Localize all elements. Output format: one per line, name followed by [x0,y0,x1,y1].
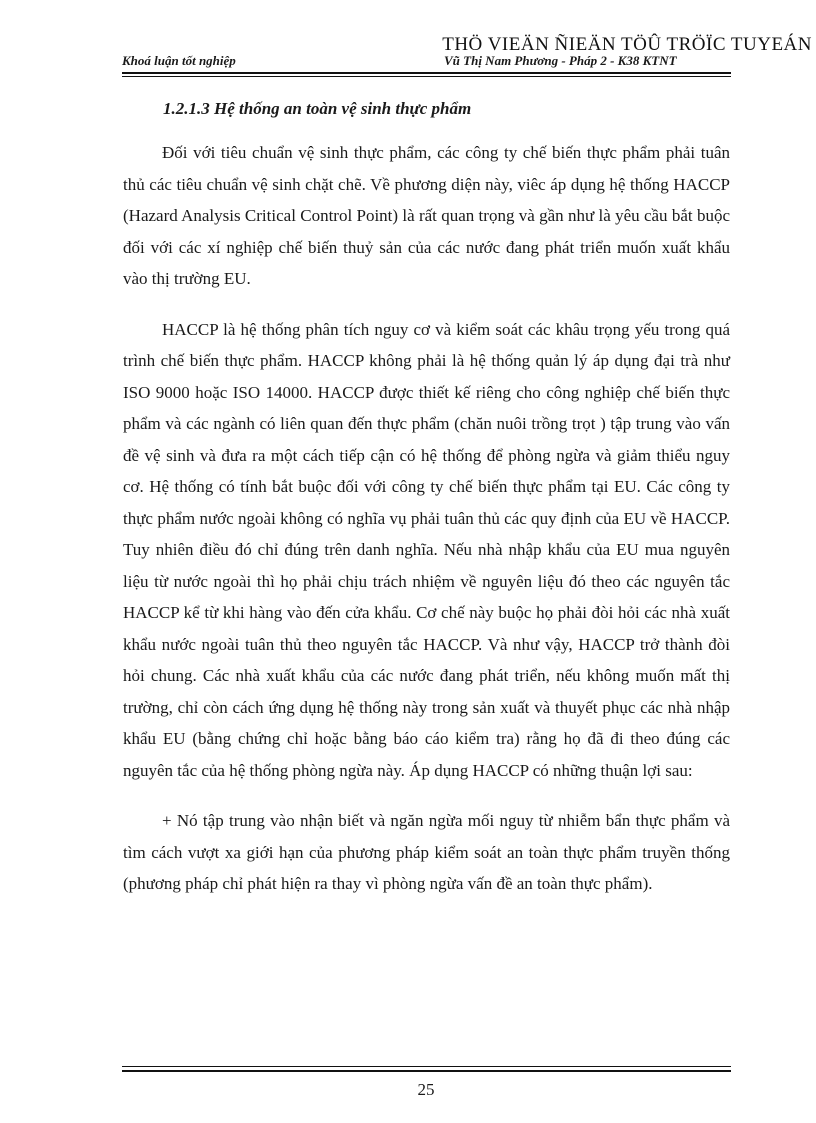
header-document-type: Khoá luận tốt nghiệp [122,53,236,68]
header-rule-thin [122,76,731,77]
section-title: 1.2.1.3 Hệ thống an toàn vệ sinh thực phẩm [163,99,472,118]
paragraph-intro: Đối với tiêu chuẩn vệ sinh thực phẩm, các công ty chế biến thực phẩm phải tuân thủ các tiêu chuẩn vệ sinh chặt chẽ. Về phương diện này, viêc áp dụng hệ thống HACCP (Hazard Analysis Critical Control Point) là rất quan trọng và gần như là yêu cầu bắt buộc đối với các xí nghiệp chế biến thuỷ sản của các nước đang phát triển muốn xuất khẩu vào thị trường EU. [123,143,730,288]
page-number: 25 [417,1080,435,1099]
paragraph-haccp: HACCP là hệ thống phân tích nguy cơ và kiểm soát các khâu trọng yếu trong quá trình chế biến thực phẩm. HACCP không phải là hệ thống quản lý áp dụng đại trà như ISO 9000 hoặc ISO 14000. HACCP được thiết kế riêng cho công nghiệp chế biến thực phẩm và các ngành có liên quan đến thực phẩm (chăn nuôi trồng trọt ) tập trung vào vấn đề vệ sinh và đưa ra một cách tiếp cận có hệ thống để phòng ngừa và giảm thiểu nguy cơ. Hệ thống có tính bắt buộc đối với công ty chế biến thực phẩm tại EU. Các công ty thực phẩm nước ngoài không có nghĩa vụ phải tuân thủ các quy định của EU về HACCP. Tuy nhiên điều đó chỉ đúng trên danh nghĩa. Nếu nhà nhập khẩu của EU mua nguyên liệu từ nước ngoài thì họ phải chịu trách nhiệm về nguyên liệu đó theo các nguyên tắc HACCP kể từ khi hàng vào đến cửa khẩu. Cơ chế này buộc họ phải đòi hỏi các nhà xuất khẩu nước ngoài tuân thủ theo nguyên tắc HACCP. Và như vậy, HACCP trở thành đòi hỏi chung. Các nhà xuất khẩu của các nước đang phát triển, nếu không muốn mất thị trường, chỉ còn cách ứng dụng hệ thống này trong sản xuất và thuyết phục các nhà nhập khẩu EU (bằng chứng chỉ hoặc bằng báo cáo kiểm tra) rằng họ đã đi theo đúng các nguyên tắc của hệ thống phòng ngừa này. Áp dụng HACCP có những thuận lợi sau: [123,319,730,780]
body-text [123,137,730,919]
footer-rule-thick [122,1070,731,1072]
header-author: Vũ Thị Nam Phương - Pháp 2 - K38 KTNT [444,53,677,68]
header-rule-thick [122,72,731,74]
watermark-text: THÖ VIEÄN ÑIEÄN TÖÛ TRÖÏC TUYEÁN [442,34,812,55]
paragraph-advantage-1: + Nó tập trung vào nhận biết và ngăn ngừa mối nguy từ nhiễm bẩn thực phẩm và tìm cách vượt xa giới hạn của phương pháp kiểm soát an toàn thực phẩm truyền thống (phương pháp chỉ phát hiện ra thay vì phòng ngừa vấn đề an toàn thực phẩm). [123,811,730,893]
footer-rule-thin [122,1066,731,1067]
page-header [122,53,728,69]
